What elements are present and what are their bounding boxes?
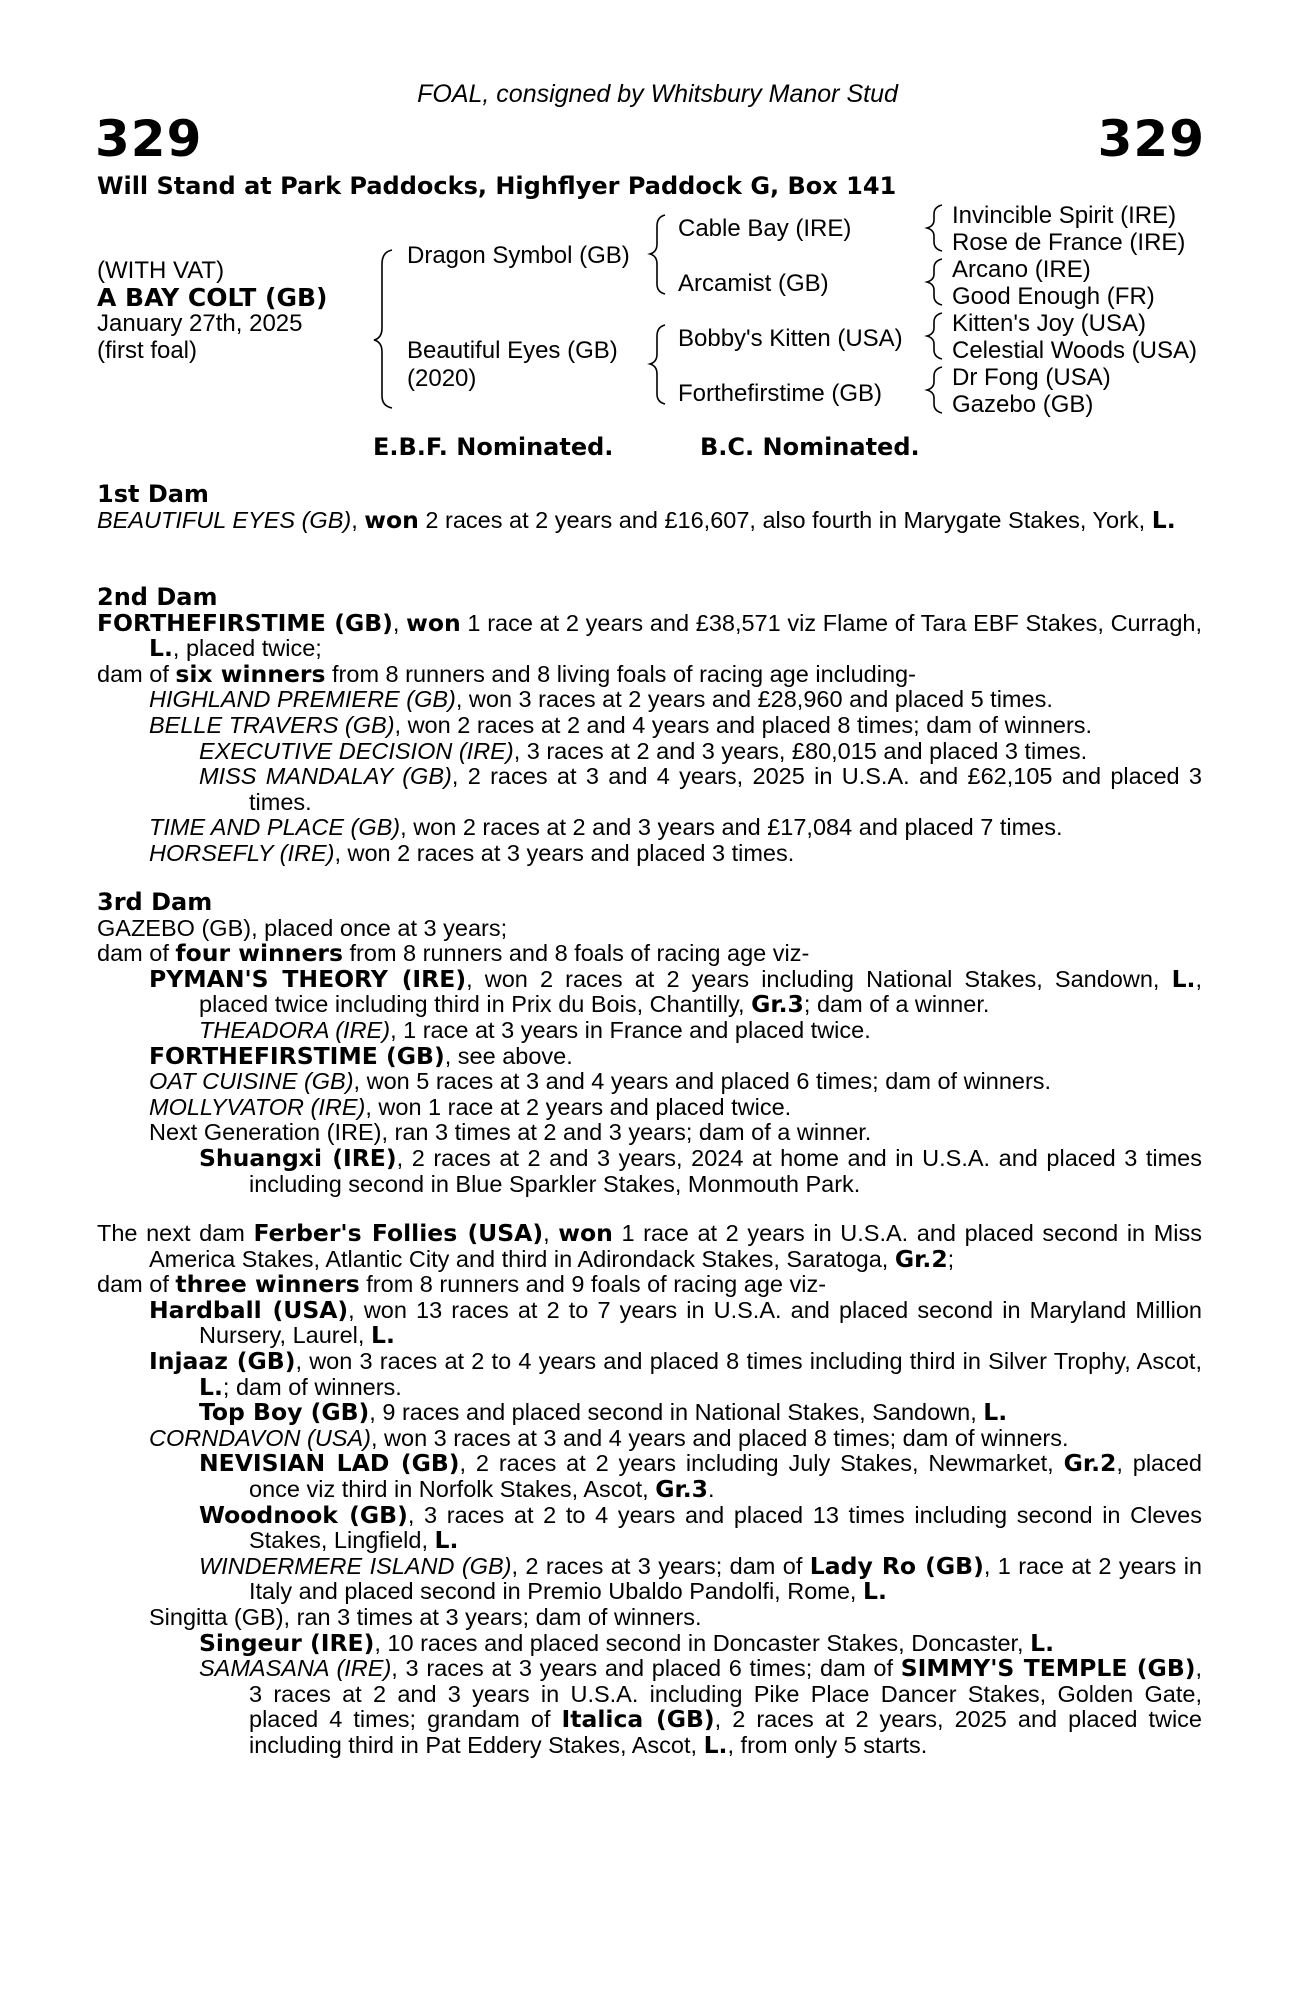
vat-note: (WITH VAT) (97, 257, 225, 284)
entry-text: HORSEFLY (IRE) (149, 839, 335, 866)
entry-text: , won 2 races at 2 and 3 years and £17,084 and placed 7 times. (400, 814, 1063, 841)
brace-dam (650, 325, 665, 404)
pedigree-dam: Beautiful Eyes (GB) (407, 337, 618, 364)
pedigree-entry (97, 1095, 1202, 1121)
entry-text: Gr.2 (894, 1244, 948, 1273)
entry-text: FORTHEFIRSTIME (GB) (149, 1041, 445, 1070)
entry-text: , from only 5 starts. (727, 1731, 928, 1758)
entry-text: L. (1151, 505, 1176, 534)
pedigree-entry (97, 841, 1202, 867)
pedigree-g3-1: Invincible Spirit (IRE) (952, 202, 1177, 229)
lot-number-left: 329 (95, 110, 203, 168)
entry-text: , see above. (444, 1042, 573, 1069)
entry-text: Next Generation (IRE), ran 3 times at 2 and 3 years; dam of a winner. (149, 1119, 872, 1146)
pedigree-g3-7: Dr Fong (USA) (952, 364, 1111, 391)
pedigree-g3-3: Arcano (IRE) (952, 256, 1091, 283)
entry-text: , 2 races at 2 and 3 years, 2024 at home and in U.S.A. and placed 3 times including second in Blue Sparkler Stakes, Monmouth Park. (249, 1144, 1202, 1197)
entry-text: THEADORA (IRE) (199, 1016, 391, 1043)
entry-text: L. (199, 1372, 223, 1401)
entry-text: , 10 races and placed second in Doncaster Stakes, Doncaster, (374, 1629, 1031, 1656)
pedigree-g3-5: Kitten's Joy (USA) (952, 310, 1146, 337)
section-next-dam (97, 1221, 1202, 1758)
pedigree-entry (97, 1500, 1202, 1555)
entry-text: , won 3 races at 2 years and £28,960 and placed 5 times. (455, 686, 1053, 713)
entry-text: L. (983, 1398, 1008, 1427)
entry-text: , won 1 race at 2 years and placed twice. (365, 1093, 792, 1120)
entry-text: MISS MANDALAY (GB) (199, 763, 452, 790)
entry-text: GAZEBO (GB), placed once at 3 years; (97, 914, 508, 941)
entry-text: , placed twice; (172, 635, 322, 662)
pedigree-entry (97, 1400, 1202, 1426)
entry-text: L. (370, 1321, 395, 1350)
pedigree-g3-8: Gazebo (GB) (952, 391, 1094, 418)
entry-text: won (558, 1219, 613, 1247)
pedigree-entry (97, 608, 1202, 663)
pedigree-g3-4: Good Enough (FR) (952, 283, 1155, 310)
pedigree-entry (97, 1426, 1202, 1452)
entry-text: OAT CUISINE (GB) (149, 1068, 354, 1095)
pedigree-entry (97, 1120, 1202, 1146)
pedigree-sire-dam: Arcamist (GB) (678, 270, 829, 297)
entry-text: 2 races at 2 years and £16,607, also fourth in Marygate Stakes, York, (418, 506, 1152, 533)
entry-text: Singeur (IRE) (199, 1628, 375, 1657)
lot-number-right: 329 (1097, 110, 1205, 168)
entry-text: EXECUTIVE DECISION (IRE) (199, 737, 514, 764)
entry-text: L. (703, 1730, 728, 1759)
section-3rd-dam (97, 890, 1202, 1197)
pedigree-entry (97, 964, 1202, 1019)
entry-text: Injaaz (GB) (149, 1346, 296, 1375)
pedigree-entry (97, 1451, 1202, 1502)
entry-text: 1 race at 2 years and £38,571 viz Flame of Tara EBF Stakes, Curragh, (460, 609, 1202, 636)
entry-text: three winners (175, 1270, 360, 1299)
entry-text: Top Boy (GB) (199, 1398, 370, 1427)
pedigree-dam-year: (2020) (407, 365, 477, 392)
entry-text: , 1 race at 2 years in Italy and placed second in Premio Ubaldo Pandolfi, Rome, (249, 1552, 1202, 1605)
entry-text: Lady Ro (GB) (809, 1551, 984, 1580)
entry-text: from 8 runners and 8 foals of racing age viz- (343, 940, 810, 967)
entry-text: dam of (97, 940, 176, 967)
entry-text: ; dam of winners. (222, 1373, 402, 1400)
entry-text: , (392, 609, 407, 636)
entry-text: Singitta (GB), ran 3 times at 3 years; dam of winners. (149, 1603, 702, 1630)
pedigree-entry (97, 1018, 1202, 1044)
brace-g3-a (927, 205, 942, 251)
pedigree-sire-sire: Cable Bay (IRE) (678, 215, 852, 242)
entry-text: Gr.3 (655, 1474, 709, 1503)
pedigree-entry (97, 739, 1202, 765)
stand-location: Will Stand at Park Paddocks, Highflyer Paddock G, Box 141 (97, 172, 897, 200)
brace-g3-d (927, 367, 942, 413)
entry-text: , won 2 races at 3 years and placed 3 times. (334, 839, 795, 866)
entry-text: 1 race at 2 years in U.S.A. and placed second in Miss America Stakes, Atlantic City and third in Adirondack Stakes, Saratoga, (149, 1220, 1203, 1272)
pedigree-entry (97, 764, 1202, 815)
entry-text: , 2 races at 2 years including July Stakes, Newmarket, (459, 1450, 1064, 1477)
entry-text: L. (434, 1526, 459, 1555)
horse-name: A BAY COLT (GB) (97, 283, 328, 312)
ebf-nominated: E.B.F. Nominated. (373, 433, 614, 461)
entry-text: Ferber's Follies (USA) (253, 1219, 544, 1247)
horse-dob: January 27th, 2025 (97, 310, 303, 337)
bc-nominated: B.C. Nominated. (700, 433, 920, 461)
entry-text: , (351, 506, 365, 533)
pedigree-g3-2: Rose de France (IRE) (952, 229, 1186, 256)
brace-g3-b (927, 259, 942, 305)
entry-text: , 3 races at 2 and 3 years, £80,015 and placed 3 times. (513, 737, 1088, 764)
pedigree-dam-dam: Forthefirstime (GB) (678, 380, 883, 407)
section-heading: 1st Dam (97, 480, 209, 508)
pedigree-sire: Dragon Symbol (GB) (407, 242, 630, 269)
entry-text: , placed twice including third in Prix du Bois, Chantilly, (199, 965, 1202, 1018)
entry-text: Gr.3 (751, 990, 804, 1019)
pedigree-entry (97, 1069, 1202, 1095)
entry-text: BELLE TRAVERS (GB) (149, 711, 395, 738)
entry-text: , won 3 races at 2 to 4 years and placed 8 times including third in Silver Trophy, Ascot, (295, 1347, 1202, 1374)
entry-text: , won 13 races at 2 to 7 years in U.S.A. and placed second in Maryland Million Nursery, Laurel, (199, 1296, 1202, 1349)
entry-text: , 3 races at 3 years and placed 6 times; dam of (391, 1655, 901, 1682)
entry-text: , 3 races at 2 to 4 years and placed 13 times including second in Cleves Stakes, Lingfield, (249, 1501, 1202, 1554)
entry-text: , placed once viz third in Norfolk Stakes, Ascot, (249, 1450, 1203, 1502)
entry-text: , 2 races at 2 years, 2025 and placed twice including third in Pat Eddery Stakes, Ascot, (249, 1706, 1202, 1758)
entry-text: BEAUTIFUL EYES (GB) (97, 506, 352, 533)
entry-text: TIME AND PLACE (GB) (149, 814, 401, 841)
entry-text: L. (1030, 1628, 1055, 1657)
entry-text: HIGHLAND PREMIERE (GB) (149, 686, 456, 713)
pedigree-entry (97, 941, 1202, 967)
entry-text: L. (862, 1577, 887, 1606)
entry-text: FORTHEFIRSTIME (GB) (97, 608, 393, 637)
entry-text: dam of (97, 660, 176, 687)
pedigree-entry (97, 916, 1202, 942)
horse-note: (first foal) (97, 337, 198, 364)
entry-text: SAMASANA (IRE) (199, 1655, 392, 1682)
entry-text: , 9 races and placed second in National Stakes, Sandown, (369, 1399, 984, 1426)
entry-text: NEVISIAN LAD (GB) (199, 1449, 460, 1478)
pedigree-entry (97, 1272, 1202, 1298)
section-heading: 3rd Dam (97, 888, 213, 916)
brace-gen1 (374, 250, 392, 408)
entry-text: Italica (GB) (561, 1705, 715, 1734)
entry-text: MOLLYVATOR (IRE) (149, 1093, 366, 1120)
entry-text: WINDERMERE ISLAND (GB) (199, 1552, 512, 1579)
pedigree-entry (97, 713, 1202, 739)
entry-text: SIMMY'S TEMPLE (GB) (900, 1654, 1196, 1683)
entry-text: from 8 runners and 8 living foals of racing age including- (325, 660, 916, 687)
pedigree-entry (97, 1628, 1202, 1657)
entry-text: ; (947, 1245, 955, 1272)
brace-sire (650, 215, 665, 294)
entry-text: from 8 runners and 9 foals of racing age viz- (359, 1271, 827, 1298)
entry-text: six winners (175, 659, 326, 688)
pedigree-entry (97, 1346, 1202, 1401)
entry-text: Shuangxi (IRE) (199, 1143, 397, 1172)
pedigree-entry (97, 659, 1202, 688)
section-1st-dam (97, 482, 1202, 533)
pedigree-entry (97, 1295, 1202, 1350)
pedigree-entry (97, 1605, 1202, 1631)
pedigree-entry (97, 687, 1202, 713)
entry-text: The next dam (97, 1220, 254, 1246)
consignment-line: FOAL, consigned by Whitsbury Manor Stud (417, 80, 898, 108)
entry-text: CORNDAVON (USA) (149, 1424, 371, 1451)
entry-text: , (543, 1220, 559, 1246)
entry-text: , 1 race at 3 years in France and placed twice. (390, 1016, 871, 1043)
entry-text: L. (149, 634, 173, 663)
section-2nd-dam (97, 585, 1202, 867)
entry-text: dam of (97, 1271, 176, 1298)
pedigree-entry (97, 1551, 1202, 1606)
pedigree-entry (97, 815, 1202, 841)
entry-text: , 2 races at 3 years; dam of (511, 1552, 810, 1579)
entry-text: ; dam of a winner. (803, 991, 990, 1018)
section-heading: 2nd Dam (97, 583, 218, 611)
entry-text: , won 2 races at 2 years including National Stakes, Sandown, (466, 965, 1172, 992)
entry-text: , won 3 races at 3 and 4 years and placed 8 times; dam of winners. (370, 1424, 1069, 1451)
pedigree-entry (97, 1221, 1202, 1272)
entry-text: won (406, 608, 461, 637)
entry-text: won (364, 505, 419, 534)
pedigree-entry (97, 1041, 1202, 1070)
entry-text: , 2 races at 3 and 4 years, 2025 in U.S.A. and £62,105 and placed 3 times. (249, 763, 1202, 815)
entry-text: , won 2 races at 2 and 4 years and placed 8 times; dam of winners. (394, 711, 1093, 738)
pedigree-dam-sire: Bobby's Kitten (USA) (678, 325, 903, 352)
entry-text: Gr.2 (1063, 1449, 1117, 1478)
entry-text: , won 5 races at 3 and 4 years and placed 6 times; dam of winners. (353, 1068, 1052, 1095)
brace-g3-c (927, 313, 942, 359)
pedigree-entry (97, 505, 1202, 534)
entry-text: Hardball (USA) (149, 1295, 349, 1324)
pedigree-entry (97, 1656, 1202, 1758)
entry-text: L. (1171, 964, 1196, 993)
entry-text: four winners (175, 939, 343, 968)
entry-text: PYMAN'S THEORY (IRE) (149, 964, 467, 993)
pedigree-entry (97, 1143, 1202, 1197)
entry-text: , 3 races at 2 and 3 years in U.S.A. including Pike Place Dancer Stakes, Golden Gate, placed 4 times; grandam of (249, 1655, 1203, 1733)
pedigree-g3-6: Celestial Woods (USA) (952, 337, 1197, 364)
entry-text: . (708, 1475, 715, 1502)
entry-text: Woodnook (GB) (199, 1500, 408, 1529)
pedigree-braces (0, 0, 1315, 460)
